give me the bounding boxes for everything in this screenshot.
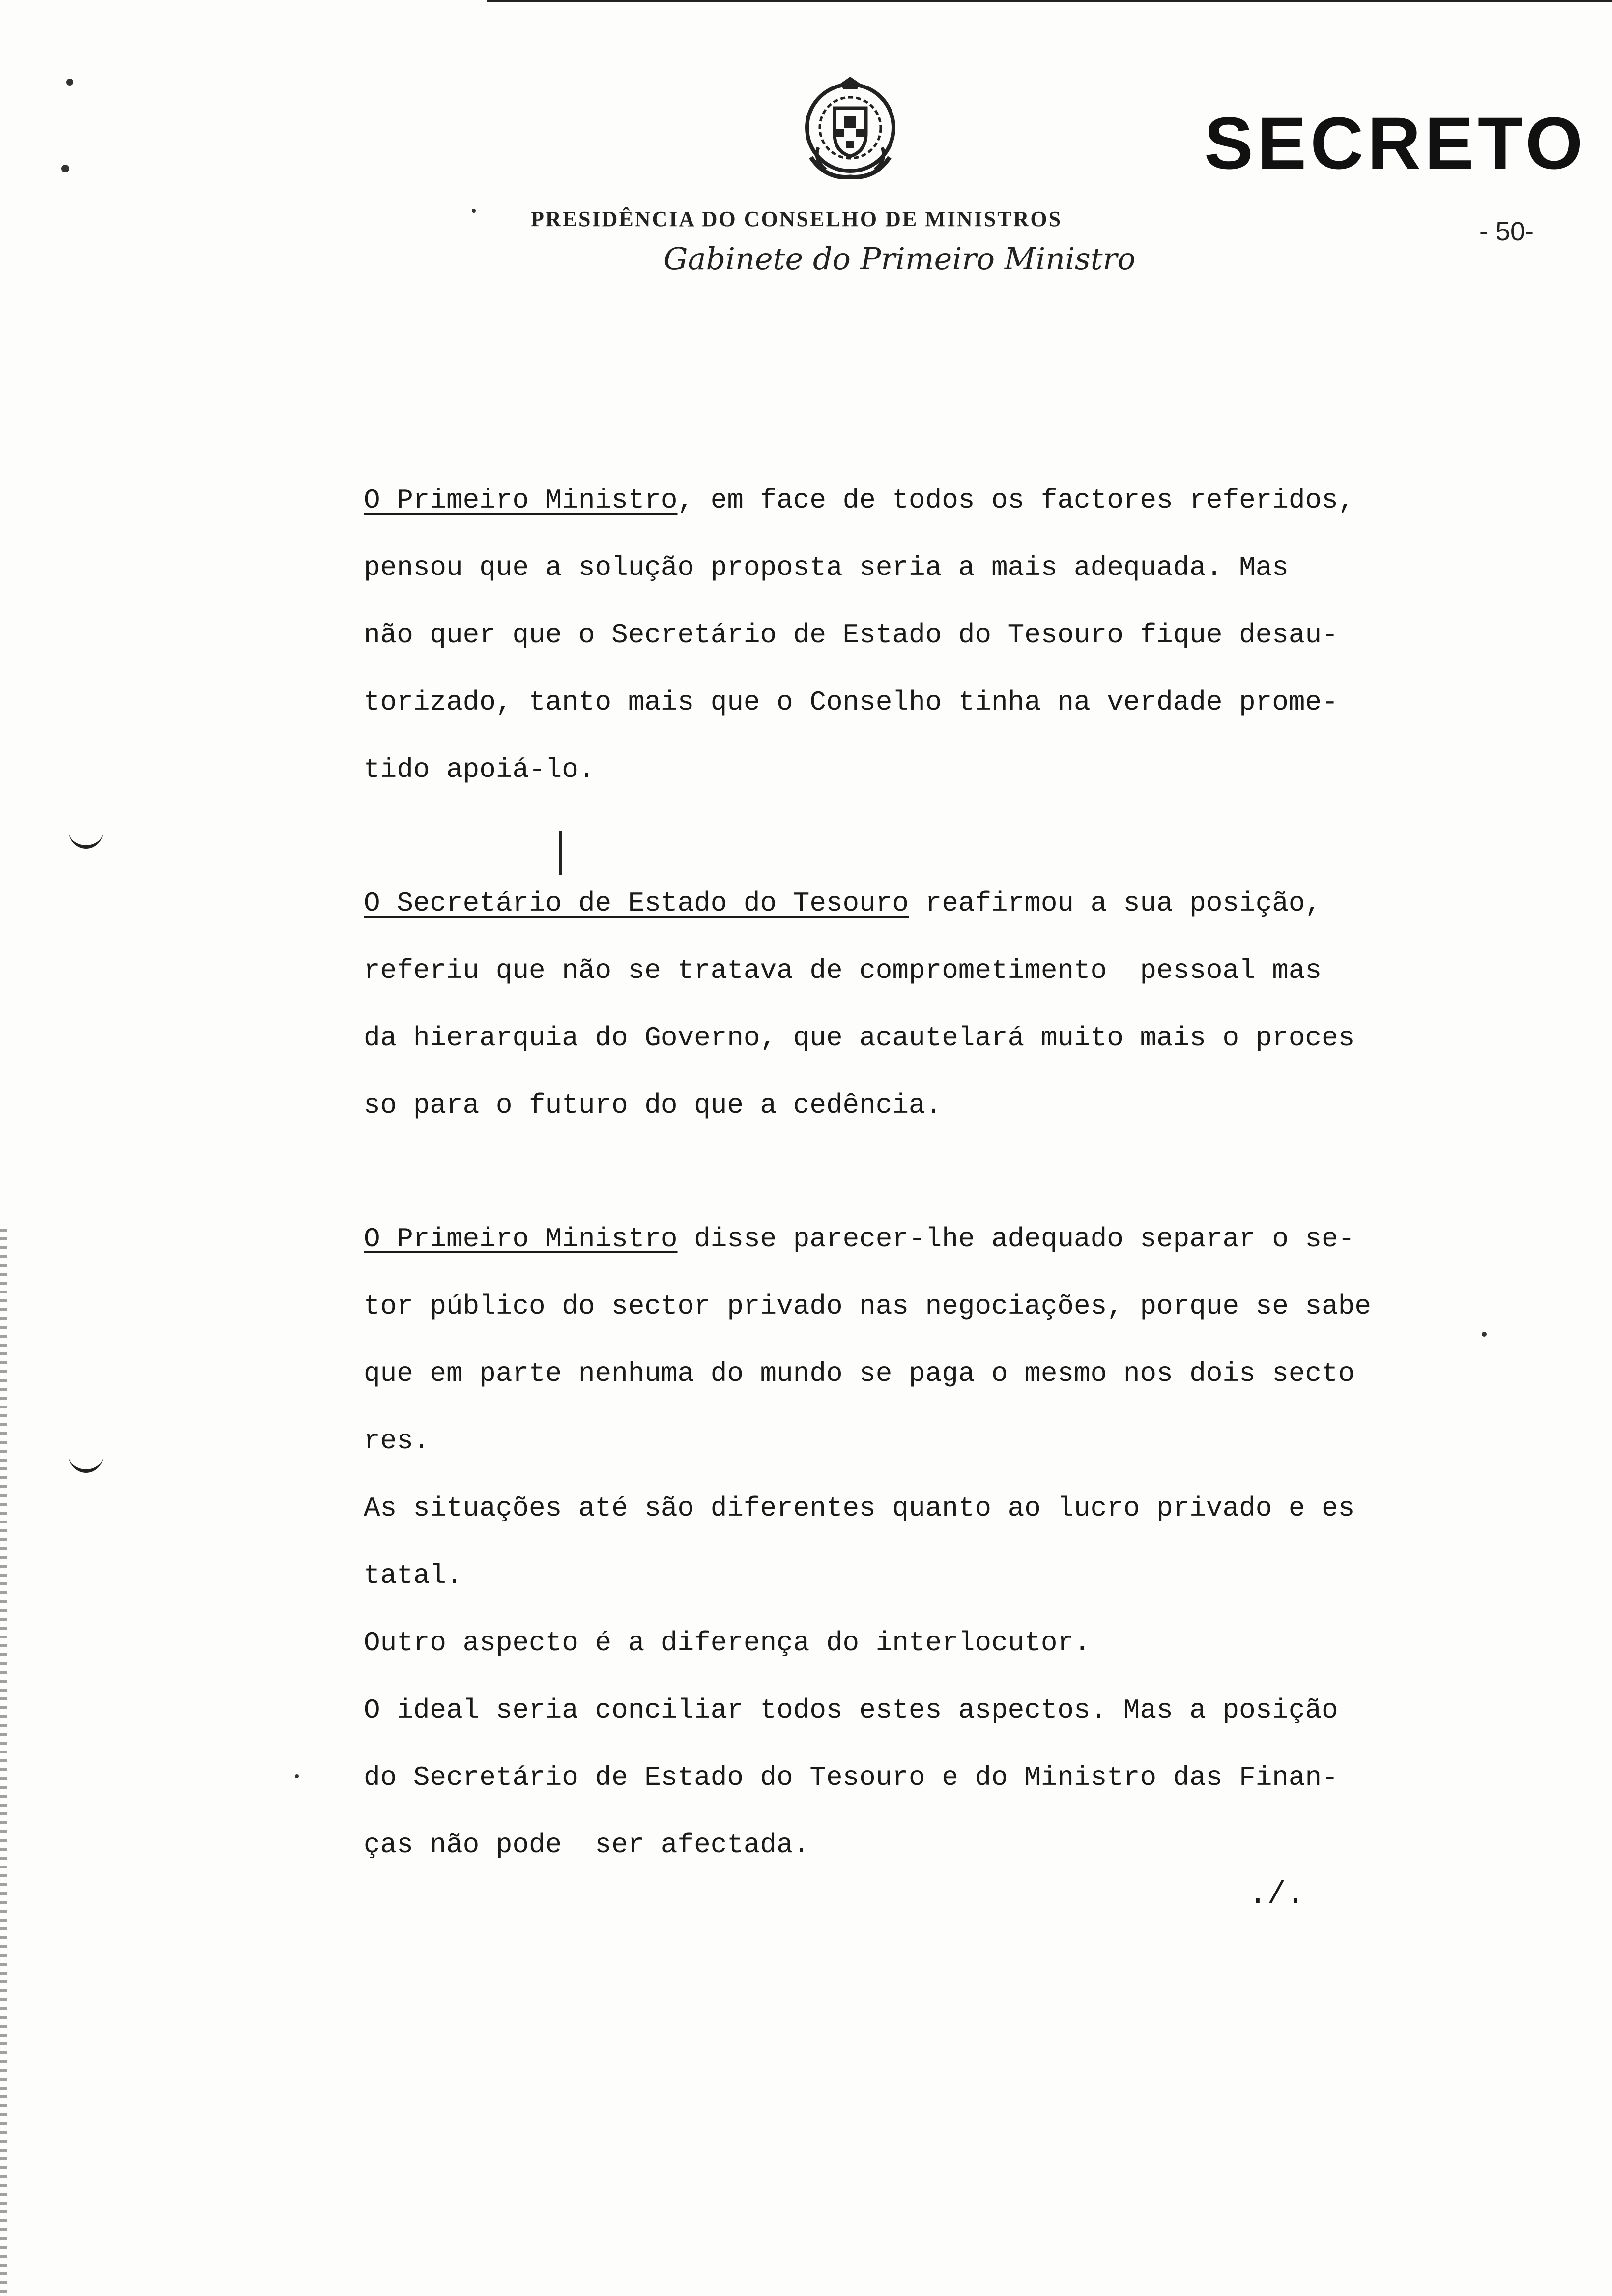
text-line: não quer que o Secretário de Estado do Tesouro fique desau- (364, 619, 1338, 651)
top-border-rule (487, 0, 1612, 2)
text-line: tor público do sector privado nas negociações, porque se sabe (364, 1291, 1371, 1322)
text-line: Outro aspecto é a diferença do interlocutor. (364, 1627, 1091, 1659)
text-line: As situações até são diferentes quanto ao lucro privado e es (364, 1492, 1355, 1524)
line-text: reafirmou a sua posição, (908, 888, 1322, 919)
continuation-mark: ./. (1248, 1877, 1305, 1913)
text-line (364, 467, 1514, 534)
margin-check-mark (69, 831, 103, 849)
line-text: , em face de todos os factores referidos, (677, 485, 1355, 516)
paragraph (364, 1205, 1514, 1879)
paragraph (364, 467, 1514, 804)
text-line: tido apoiá-lo. (364, 754, 595, 785)
letterhead-title: PRESIDÊNCIA DO CONSELHO DE MINISTROS (531, 207, 1063, 231)
classification-stamp: SECRETO (1204, 102, 1587, 184)
text-line: O ideal seria conciliar todos estes aspectos. Mas a posição (364, 1694, 1338, 1726)
text-line: referiu que não se tratava de comprometimento pessoal mas (364, 955, 1322, 986)
scan-speck (295, 1774, 299, 1778)
text-line (364, 870, 1514, 937)
speaker-name: O Primeiro Ministro (364, 485, 678, 516)
text-line: res. (364, 1425, 430, 1457)
letterhead-subtitle: Gabinete do Primeiro Ministro (663, 241, 1136, 277)
coat-of-arms-icon (791, 74, 909, 192)
text-line: torizado, tanto mais que o Conselho tinha na verdade prome- (364, 687, 1338, 718)
text-line: pensou que a solução proposta seria a mais adequada. Mas (364, 552, 1289, 583)
line-text: disse parecer-lhe adequado separar o se- (677, 1223, 1355, 1255)
scan-speck (66, 79, 73, 86)
document-body (364, 467, 1514, 1879)
left-binding-edge (0, 1229, 7, 2296)
page-number: - 50- (1479, 217, 1534, 246)
text-line: so para o futuro do que a cedência. (364, 1090, 942, 1121)
speaker-name: O Secretário de Estado do Tesouro (364, 888, 909, 919)
margin-check-mark (69, 1455, 103, 1473)
scan-speck (472, 209, 476, 213)
scan-speck (61, 165, 69, 172)
text-line: tatal. (364, 1560, 463, 1591)
text-line (364, 1205, 1514, 1273)
speaker-name: O Primeiro Ministro (364, 1223, 678, 1255)
text-line: da hierarquia do Governo, que acautelará muito mais o proces (364, 1022, 1355, 1054)
text-line: que em parte nenhuma do mundo se paga o mesmo nos dois secto (364, 1358, 1355, 1389)
text-line: do Secretário de Estado do Tesouro e do Ministro das Finan- (364, 1762, 1338, 1793)
paragraph (364, 870, 1514, 1139)
text-line: ças não pode ser afectada. (364, 1829, 810, 1861)
